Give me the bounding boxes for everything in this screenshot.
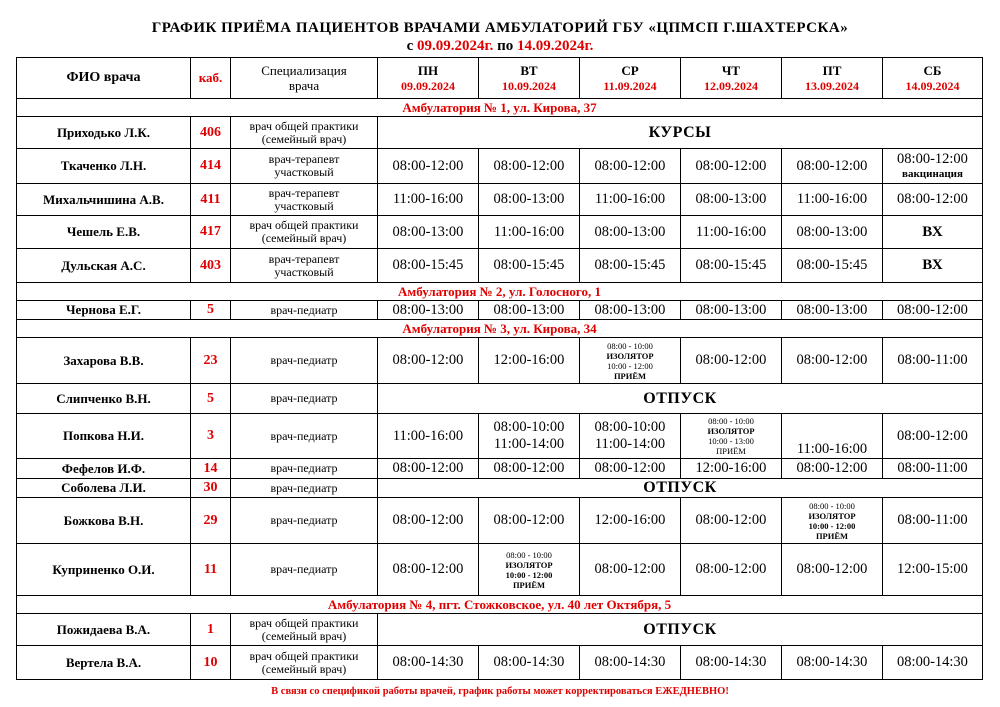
status-vacation: ОТПУСК (378, 384, 983, 414)
time-cell: 08:00-13:00 (681, 184, 782, 216)
day-off: ВХ (883, 249, 983, 283)
status-vacation: ОТПУСК (378, 614, 983, 646)
time-cell: 08:00-12:00 (580, 544, 681, 596)
time-cell: 08:00-12:00 (580, 459, 681, 479)
doctor-name: Попкова Н.И. (17, 414, 191, 459)
time-cell: 11:00-16:00 (580, 184, 681, 216)
time-cell: 08:00-12:00 (580, 149, 681, 184)
time-cell: 08:00-10:00 11:00-14:00 (580, 414, 681, 459)
doctor-name: Чернова Е.Г. (17, 301, 191, 320)
time-cell: 08:00-12:00 (378, 338, 479, 384)
time-cell: 11:00-16:00 (782, 414, 883, 459)
specialization: врач-педиатр (231, 459, 378, 479)
time-cell: 08:00-14:30 (883, 646, 983, 680)
cabinet: 5 (191, 384, 231, 414)
day-off: ВХ (883, 216, 983, 249)
period (0, 38, 1000, 55)
time-cell: 08:00-12:00 (378, 498, 479, 544)
specialization: врач-педиатр (231, 544, 378, 596)
section-title: Амбулатория № 4, пгт. Стожковское, ул. 40 лет Октября, 5 (17, 596, 983, 614)
header-day-tue: ВТ 10.09.2024 (479, 58, 580, 99)
time-cell: 08:00-14:30 (479, 646, 580, 680)
period-from-label: с (406, 38, 414, 54)
cabinet: 5 (191, 301, 231, 320)
time-cell: 08:00-12:00 (883, 184, 983, 216)
time-cell: 08:00-13:00 (378, 216, 479, 249)
specialization: врач общей практики (семейный врач) (231, 216, 378, 249)
specialization: врач общей практики (семейный врач) (231, 117, 378, 149)
table-row (17, 149, 983, 184)
time-cell: 08:00-14:30 (580, 646, 681, 680)
cabinet: 11 (191, 544, 231, 596)
schedule-table (16, 57, 983, 680)
specialization: врач-педиатр (231, 479, 378, 498)
time-cell: 08:00-14:30 (782, 646, 883, 680)
doctor-name: Божкова В.Н. (17, 498, 191, 544)
isolator-cell: 08:00 - 10:00 ИЗОЛЯТОР 10:00 - 13:00 ПРИЁМ (681, 414, 782, 459)
table-row (17, 301, 983, 320)
time-cell: 08:00-10:00 11:00-14:00 (479, 414, 580, 459)
time-cell: 08:00-13:00 (479, 301, 580, 320)
time-cell: 08:00-15:45 (580, 249, 681, 283)
header-day-wed: СР 11.09.2024 (580, 58, 681, 99)
time-cell: 08:00-12:00 (782, 149, 883, 184)
cabinet: 30 (191, 479, 231, 498)
status-courses: КУРСЫ (378, 117, 983, 149)
header-day-mon: ПН 09.09.2024 (378, 58, 479, 99)
cabinet: 1 (191, 614, 231, 646)
cabinet: 10 (191, 646, 231, 680)
doctor-name: Соболева Л.И. (17, 479, 191, 498)
section-title: Амбулатория № 3, ул. Кирова, 34 (17, 320, 983, 338)
doctor-name: Дульская А.С. (17, 249, 191, 283)
table-row (17, 184, 983, 216)
time-cell: 11:00-16:00 (782, 184, 883, 216)
specialization: врач-педиатр (231, 498, 378, 544)
isolator-cell: 08:00 - 10:00 ИЗОЛЯТОР 10:00 - 12:00 ПРИЁМ (782, 498, 883, 544)
doctor-name: Чешель Е.В. (17, 216, 191, 249)
section-row (17, 596, 983, 614)
doctor-name: Ткаченко Л.Н. (17, 149, 191, 184)
table-row (17, 384, 983, 414)
cabinet: 414 (191, 149, 231, 184)
cabinet: 29 (191, 498, 231, 544)
time-cell: 08:00-12:00 (681, 338, 782, 384)
page-title: ГРАФИК ПРИЁМА ПАЦИЕНТОВ ВРАЧАМИ АМБУЛАТОРИЙ ГБУ «ЦПМСП Г.ШАХТЕРСКА» (151, 20, 849, 36)
time-cell: 08:00-13:00 (580, 216, 681, 249)
time-cell: 08:00-13:00 (782, 301, 883, 320)
doctor-name: Куприненко О.И. (17, 544, 191, 596)
specialization: врач-педиатр (231, 301, 378, 320)
header-day-thu: ЧТ 12.09.2024 (681, 58, 782, 99)
doctor-name: Фефелов И.Ф. (17, 459, 191, 479)
specialization: врач общей практики (семейный врач) (231, 614, 378, 646)
header-kab: каб. (191, 58, 231, 99)
time-cell: 08:00-15:45 (782, 249, 883, 283)
cabinet: 23 (191, 338, 231, 384)
time-cell: 11:00-16:00 (681, 216, 782, 249)
time-cell: 12:00-16:00 (479, 338, 580, 384)
specialization: врач-терапевт участковый (231, 149, 378, 184)
time-cell: 12:00-15:00 (883, 544, 983, 596)
footer-note: В связи со спецификой работы врачей, график работы может корректироваться ЕЖЕДНЕВНО! (271, 686, 729, 697)
specialization: врач общей практики (семейный врач) (231, 646, 378, 680)
specialization: врач-педиатр (231, 384, 378, 414)
time-cell: 08:00-15:45 (681, 249, 782, 283)
time-cell: 08:00-14:30 (681, 646, 782, 680)
time-cell: 08:00-12:00 (681, 149, 782, 184)
table-row (17, 646, 983, 680)
table-row (17, 117, 983, 149)
section-title: Амбулатория № 2, ул. Голосного, 1 (17, 283, 983, 301)
cabinet: 3 (191, 414, 231, 459)
time-cell: 08:00-12:00 вакцинация (883, 149, 983, 184)
table-row (17, 459, 983, 479)
table-row (17, 544, 983, 596)
doctor-name: Вертела В.А. (17, 646, 191, 680)
time-cell: 08:00-12:00 (479, 459, 580, 479)
doctor-name: Захарова В.В. (17, 338, 191, 384)
time-cell: 08:00-13:00 (580, 301, 681, 320)
period-to-label: по (497, 38, 514, 54)
specialization: врач-терапевт участковый (231, 249, 378, 283)
time-cell: 08:00-13:00 (782, 216, 883, 249)
cabinet: 14 (191, 459, 231, 479)
time-cell: 08:00-15:45 (479, 249, 580, 283)
cabinet: 411 (191, 184, 231, 216)
doctor-name: Слипченко В.Н. (17, 384, 191, 414)
time-cell: 08:00-11:00 (883, 338, 983, 384)
header-row (17, 58, 983, 99)
section-title: Амбулатория № 1, ул. Кирова, 37 (17, 99, 983, 117)
time-cell: 08:00-13:00 (479, 184, 580, 216)
table-row (17, 338, 983, 384)
time-cell: 08:00-12:00 (782, 338, 883, 384)
cabinet: 406 (191, 117, 231, 149)
time-cell: 11:00-16:00 (479, 216, 580, 249)
section-row (17, 320, 983, 338)
time-cell: 08:00-12:00 (378, 149, 479, 184)
time-cell: 08:00-13:00 (681, 301, 782, 320)
time-cell: 08:00-12:00 (378, 544, 479, 596)
header-spec: Специализация врача (231, 58, 378, 99)
time-cell: 08:00-11:00 (883, 498, 983, 544)
time-cell: 08:00-12:00 (883, 414, 983, 459)
cabinet: 403 (191, 249, 231, 283)
table-row (17, 414, 983, 459)
specialization: врач-педиатр (231, 414, 378, 459)
doctor-name: Пожидаева В.А. (17, 614, 191, 646)
time-cell: 08:00-12:00 (883, 301, 983, 320)
time-cell: 11:00-16:00 (378, 414, 479, 459)
header-day-fri: ПТ 13.09.2024 (782, 58, 883, 99)
time-cell: 08:00-13:00 (378, 301, 479, 320)
table-row (17, 249, 983, 283)
section-row (17, 283, 983, 301)
time-cell: 08:00-12:00 (681, 544, 782, 596)
time-cell: 08:00-12:00 (782, 459, 883, 479)
specialization: врач-терапевт участковый (231, 184, 378, 216)
time-cell: 08:00-12:00 (681, 498, 782, 544)
time-cell: 08:00-12:00 (378, 459, 479, 479)
table-row (17, 498, 983, 544)
time-cell: 08:00-14:30 (378, 646, 479, 680)
time-cell: 11:00-16:00 (378, 184, 479, 216)
header-name: ФИО врача (17, 58, 191, 99)
time-cell: 08:00-15:45 (378, 249, 479, 283)
period-to: 14.09.2024г. (517, 38, 594, 54)
isolator-cell: 08:00 - 10:00 ИЗОЛЯТОР 10:00 - 12:00 ПРИЁМ (580, 338, 681, 384)
time-cell: 08:00-12:00 (479, 498, 580, 544)
doctor-name: Приходько Л.К. (17, 117, 191, 149)
specialization: врач-педиатр (231, 338, 378, 384)
section-row (17, 99, 983, 117)
time-cell: 08:00-12:00 (782, 544, 883, 596)
time-cell: 12:00-16:00 (681, 459, 782, 479)
header-day-sat: СБ 14.09.2024 (883, 58, 983, 99)
isolator-cell: 08:00 - 10:00 ИЗОЛЯТОР 10:00 - 12:00 ПРИЁМ (479, 544, 580, 596)
table-row (17, 614, 983, 646)
period-from: 09.09.2024г. (417, 38, 494, 54)
cabinet: 417 (191, 216, 231, 249)
doctor-name: Михальчишина А.В. (17, 184, 191, 216)
time-cell: 12:00-16:00 (580, 498, 681, 544)
time-cell: 08:00-11:00 (883, 459, 983, 479)
table-row (17, 479, 983, 498)
time-cell: 08:00-12:00 (479, 149, 580, 184)
table-row (17, 216, 983, 249)
status-vacation: ОТПУСК (378, 479, 983, 498)
